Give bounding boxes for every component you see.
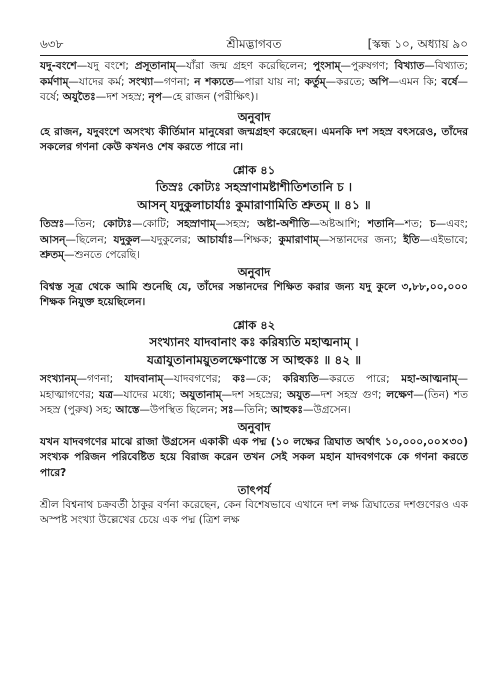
- synonym-term: তিস্রঃ: [40, 217, 65, 230]
- verse-42-translation: যখন যাদবগণের মাঝে রাজা উগ্রসেন একাকী এক পদ্ম (১০ লক্ষের ত্রিঘাত অর্থাৎ ১০,০০০,০০×৩০) সংখ্যক পরিজন পরিবেষ্টিত হয়ে বিরাজ করেন তখন সেই সকল মহান যাদবগণকে কে গণনা করতে পারে?: [40, 435, 468, 479]
- synonym-term: সহস্রাণাম্: [177, 217, 216, 230]
- synonym-meaning: —(তিন) শত সহস্র (পুরুষ) সহ;: [40, 388, 468, 417]
- canto-chapter: [স্কন্ধ ১০, অধ্যায় ৯০: [367, 37, 468, 51]
- book-page: [40, 36, 468, 529]
- synonym-term: অপি: [369, 75, 389, 88]
- synonym-term: লক্ষেণ: [386, 388, 414, 401]
- verse-42-line-2: যত্রাযুতানাময়ুতলক্ষেণাস্তে স আহুকঃ ॥ ৪২ ॥: [146, 352, 362, 367]
- synonym-meaning: —তিন;: [64, 217, 104, 230]
- synonym-term: বর্ষে: [441, 75, 458, 88]
- synonym-meaning: —কে;: [245, 372, 283, 385]
- synonym-term: কঃ: [232, 372, 246, 385]
- verse-41-line-2: আসন্ যদুকুলাচার্যাঃ কুমারাণামিতি শ্রুতম্ ॥ ৪১ ॥: [137, 197, 371, 212]
- synonym-meaning: —শিক্ষক;: [233, 233, 279, 246]
- verse-42-synonyms: [40, 372, 468, 419]
- synonym-meaning: —করতে পারে;: [318, 372, 402, 385]
- synonym-term: যদুকুল: [113, 233, 141, 246]
- synonym-term: অযুতানাম্: [180, 388, 222, 401]
- translation-prev: হে রাজন, যদুবংশে অসংখ্য কীর্তিমান মানুষেরা জন্মগ্রহণ করেছেন। এমনকি দশ সহস্র বৎসরেও, তাঁদের সকলের গণনা কেউ কখনও শেষ করতে পারে না।: [40, 125, 468, 154]
- synonym-term: ইতি: [403, 233, 420, 246]
- synonym-meaning: —উগ্রসেন।: [302, 404, 351, 417]
- verse-41-line-1: তিস্রঃ কোট্যঃ সহস্রাণামষ্টাশীতিশতানি চ ।: [155, 179, 353, 194]
- synonym-term: পুংসাম্: [312, 60, 341, 72]
- synonym-term: আস্তে: [115, 404, 140, 417]
- synonym-meaning: —কোটি;: [132, 217, 178, 230]
- synonym-term: কোট্যঃ: [103, 217, 133, 230]
- synonym-meaning: —যাদবগণের;: [163, 372, 233, 385]
- synonym-term: যদু-বংশে: [40, 60, 77, 72]
- synonym-term: শ্রুতম্: [40, 249, 65, 262]
- synonym-term: আসন্: [40, 233, 66, 246]
- synonym-meaning: —দশ সহস্র গুণ;: [310, 388, 387, 401]
- synonym-term: আহুকঃ: [271, 404, 303, 417]
- synonym-meaning: —দশ সহস্র;: [95, 91, 149, 104]
- synonym-meaning: —বিখ্যাত;: [424, 60, 468, 72]
- verse-42-line-1: সংখ্যানং যাদবানাং কঃ করিষ্যতি মহাত্মনাম্ ।: [149, 334, 359, 349]
- synonym-meaning: —হে রাজন (পরীক্ষিৎ)।: [161, 91, 259, 104]
- synonym-meaning: —ছিলেন;: [65, 233, 114, 246]
- synonym-term: মহা-আত্মনাম্: [401, 372, 458, 385]
- verse-42-translation-heading: অনুবাদ: [237, 419, 271, 434]
- synonym-term: সংখ্যানম্: [40, 372, 77, 385]
- book-title: শ্রীমদ্ভাগবত: [226, 37, 282, 51]
- synonym-meaning: —এইভাবে;: [419, 233, 468, 246]
- synonym-term: করিষ্যতি: [282, 372, 319, 385]
- synonym-meaning: —তিনি;: [233, 404, 272, 417]
- synonym-meaning: —পারা যায় না;: [233, 75, 305, 88]
- verse-41-synonyms: [40, 217, 468, 264]
- synonym-term: বিখ্যাত: [394, 60, 425, 72]
- synonym-meaning: —করতে;: [325, 75, 370, 88]
- verse-41-heading: শ্লোক ৪১: [232, 162, 276, 177]
- synonym-meaning: —মহাত্মাগণের;: [40, 372, 468, 401]
- previous-synonyms: [40, 59, 468, 106]
- synonym-meaning: —বর্ষে;: [40, 75, 468, 104]
- synonym-term: অযুতৈঃ: [62, 91, 96, 104]
- synonym-term: ন শক্যতে: [194, 75, 234, 88]
- synonym-term: কর্মণাম্: [40, 75, 69, 88]
- verse-41-translation-heading: অনুবাদ: [237, 264, 271, 279]
- synonym-term: অষ্টা-অশীতি: [257, 217, 310, 230]
- synonym-term: কুমারাণাম্: [278, 233, 319, 246]
- synonym-meaning: —যদু বংশে;: [76, 60, 135, 72]
- synonym-meaning: —যাদের মধ্যে;: [112, 388, 181, 401]
- synonym-meaning: —দশ সহস্রের;: [221, 388, 288, 401]
- synonym-term: চ: [429, 217, 436, 230]
- synonym-meaning: —অষ্টআশি;: [309, 217, 368, 230]
- page-header: [40, 36, 468, 52]
- purport-heading: তাৎপর্য: [237, 482, 271, 497]
- synonym-meaning: —এবং;: [435, 217, 468, 230]
- synonym-meaning: —এমন কি;: [388, 75, 442, 88]
- synonym-meaning: —যাঁরা জন্ম গ্রহণ করেছিলেন;: [175, 60, 313, 72]
- synonym-meaning: —শত;: [394, 217, 430, 230]
- synonym-term: নৃপ: [148, 91, 162, 104]
- synonym-meaning: —শুনতে পেরেছি।: [64, 249, 140, 262]
- synonym-term: সংখ্যা: [128, 75, 154, 88]
- synonym-term: যাদবানাম্: [124, 372, 164, 385]
- synonym-meaning: —পুরুষগণ;: [340, 60, 395, 72]
- purport-text: শ্রীল বিশ্বনাথ চক্রবর্তী ঠাকুর বর্ণনা করেছেন, কেন বিশেষভাবে এখানে দশ লক্ষ ত্রিঘাতের দশগুণেরও এক অস্পষ্ট সংখ্যা উল্লেখের চেয়ে এক পদ্ম (ত্রিশ লক্ষ: [40, 498, 468, 527]
- synonym-meaning: —গণনা;: [76, 372, 125, 385]
- synonym-term: শতানি: [367, 217, 395, 230]
- verse-42-heading: শ্লোক ৪২: [232, 317, 276, 332]
- synonym-meaning: —যদুকুলের;: [140, 233, 198, 246]
- synonym-meaning: —যাদের কর্ম;: [68, 75, 129, 88]
- synonym-term: অযুত: [287, 388, 311, 401]
- synonym-meaning: —গণনা;: [153, 75, 195, 88]
- synonym-term: কর্তুম্: [304, 75, 326, 88]
- synonym-meaning: —সন্তানদের জন্য;: [318, 233, 404, 246]
- synonym-meaning: —সহস্র;: [215, 217, 258, 230]
- translation-heading-prev: অনুবাদ: [237, 109, 271, 124]
- synonym-term: যত্র: [99, 388, 113, 401]
- synonym-term: সঃ: [220, 404, 234, 417]
- page-number: ৬৩৮: [40, 37, 64, 51]
- synonym-term: প্রসূতানাম্: [134, 60, 176, 72]
- synonym-term: আচার্যাঃ: [197, 233, 234, 246]
- synonym-meaning: —উপস্থিত ছিলেন;: [139, 404, 221, 417]
- verse-41-translation: বিশ্বস্ত সূত্র থেকে আমি শুনেছি যে, তাঁদের সন্তানদের শিক্ষিত করার জন্য যদু কুলে ৩,৮৮,০০,০০০ শিক্ষক নিযুক্ত হয়েছিলেন।: [40, 280, 468, 309]
